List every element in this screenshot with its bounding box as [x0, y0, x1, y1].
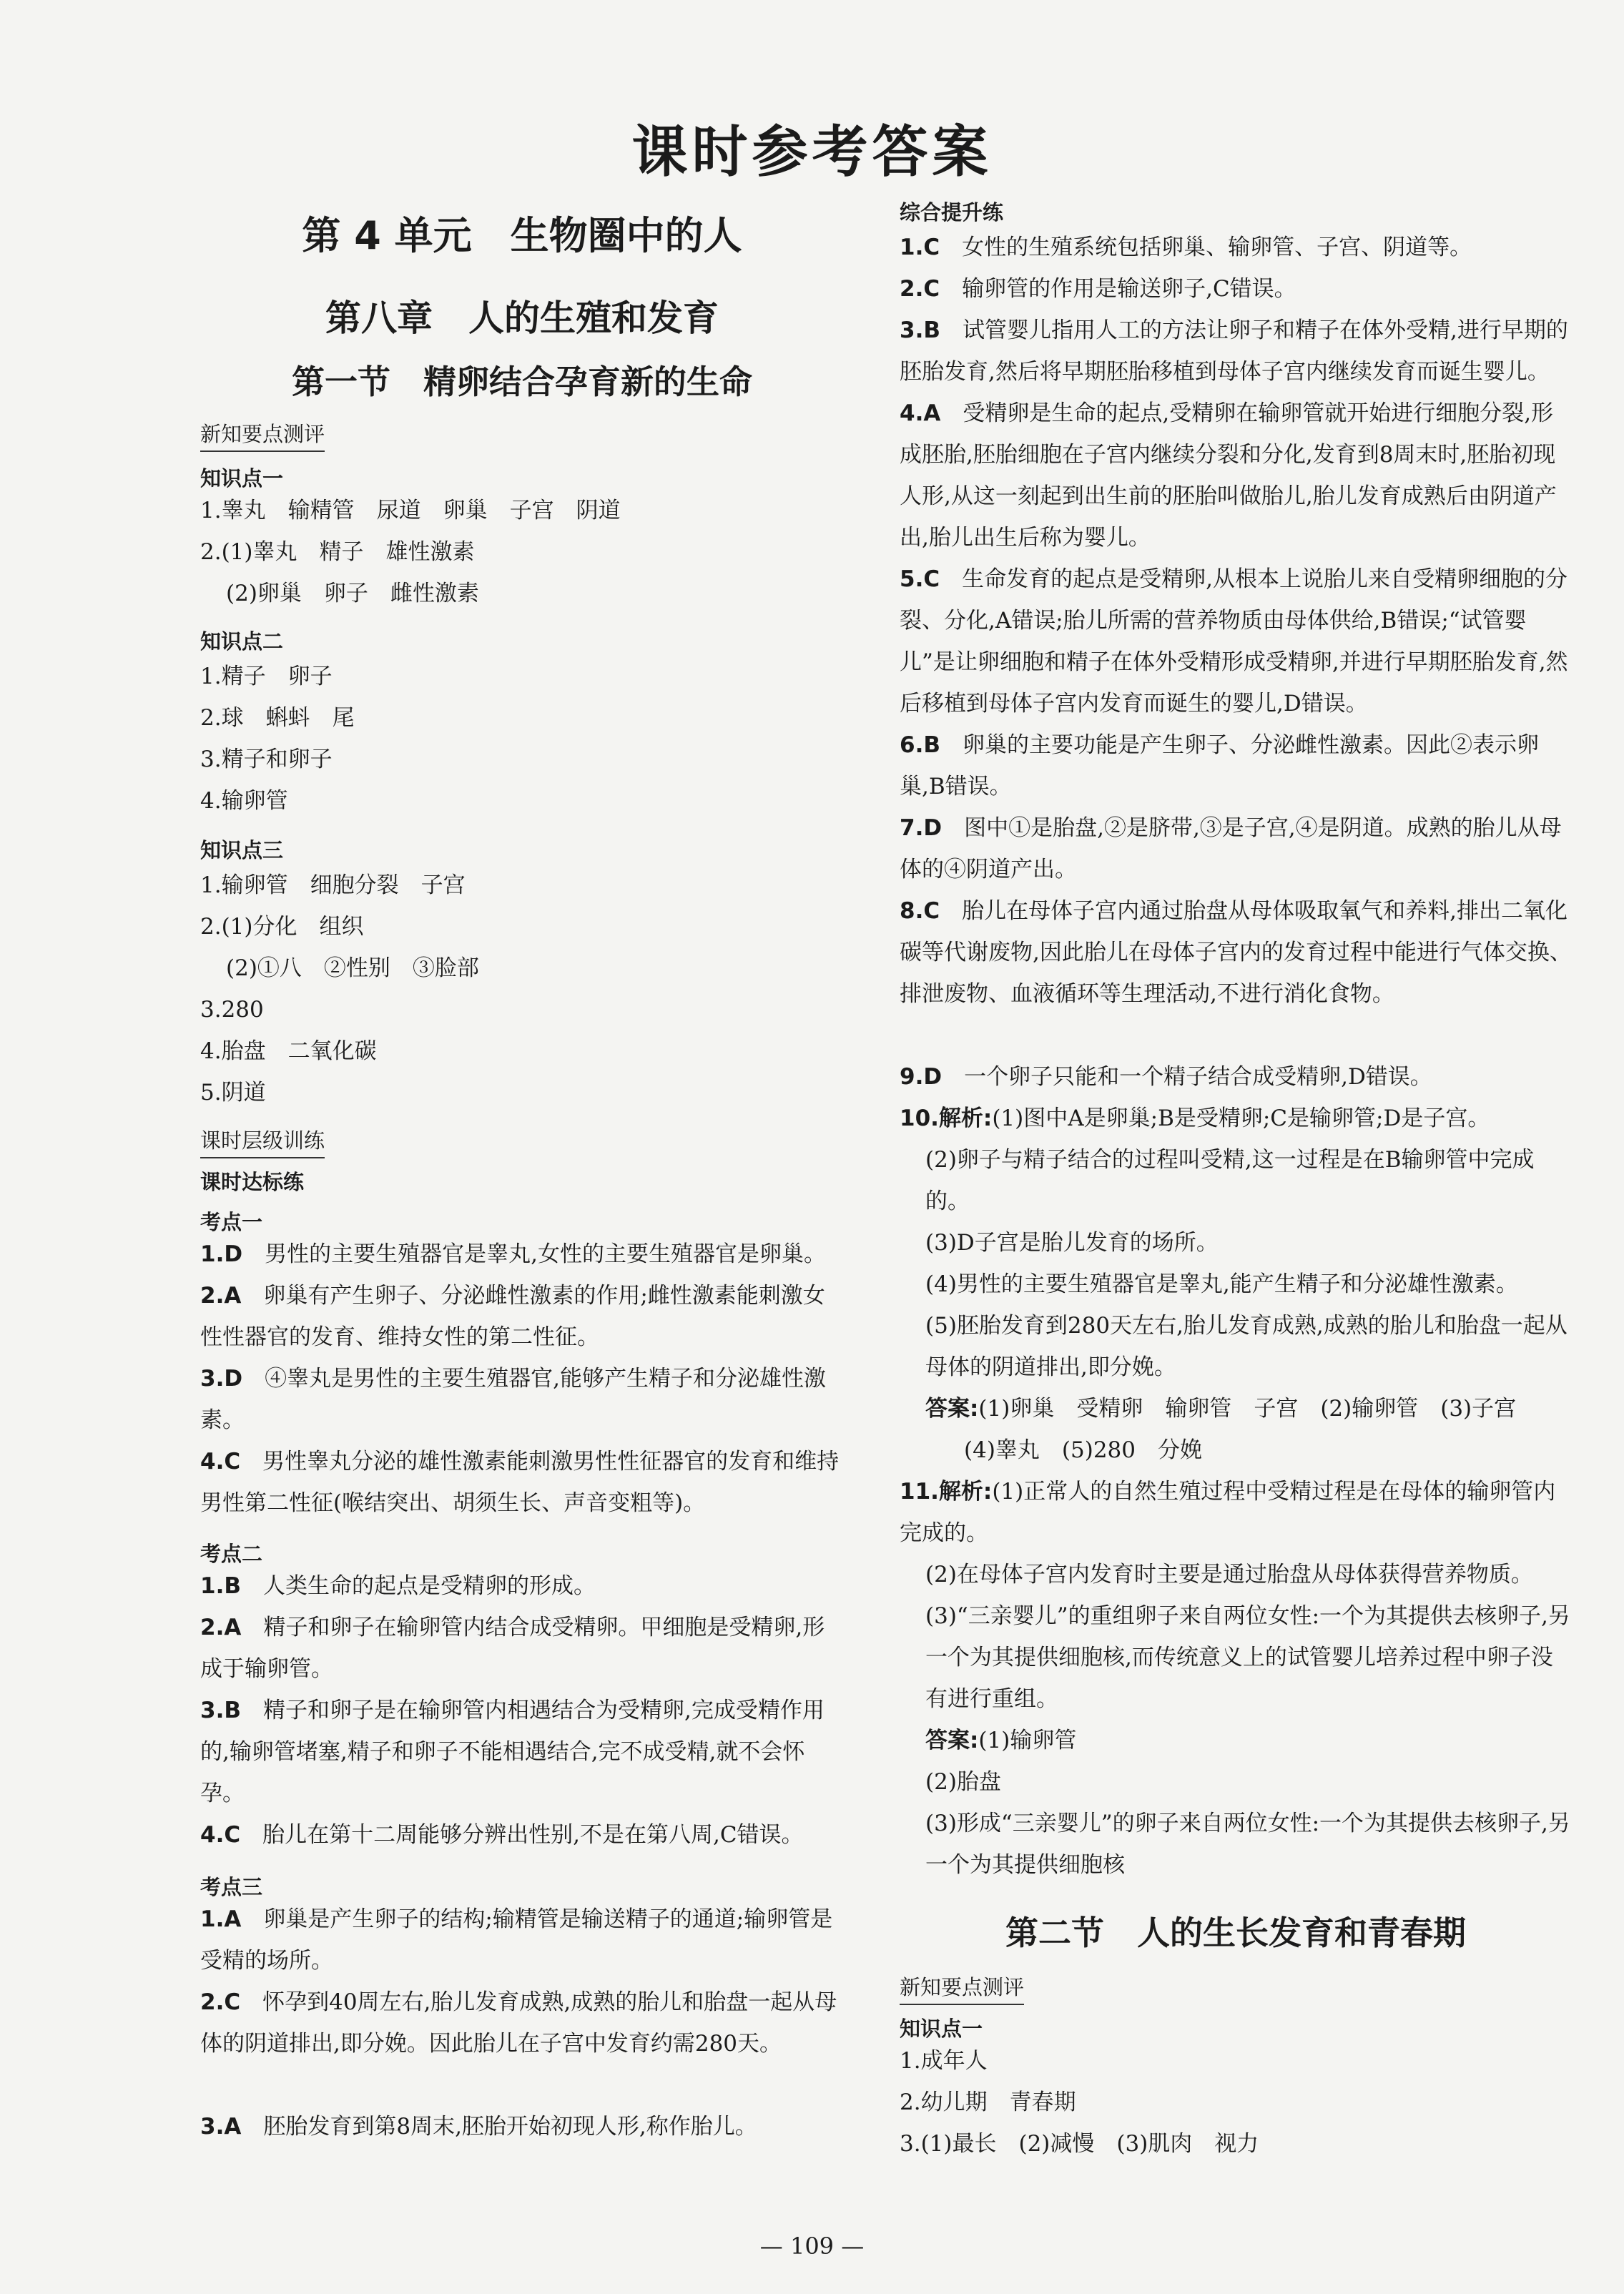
- question-answer: [200, 1814, 844, 1856]
- answer-line: (4)睾丸 (5)280 分娩: [964, 1437, 1202, 1463]
- subheading: 考点一: [200, 1210, 263, 1234]
- question-answer: [900, 890, 1572, 1015]
- answer-line: (2)①八 ②性别 ③脸部: [226, 955, 479, 981]
- answer-line: 2.幼儿期 青春期: [900, 2089, 1076, 2115]
- explanation-line: (2)在母体子宫内发育时主要是通过胎盘从母体获得营养物质。: [925, 1562, 1533, 1587]
- question-number: 4.C: [200, 1449, 241, 1475]
- explanation: 怀孕到40周左右,胎儿发育成熟,成熟的胎儿和胎盘一起从母体的阴道排出,即分娩。因此胎儿在子宫中发育约需280天。: [200, 1989, 837, 2057]
- question-number: 2.A: [200, 1615, 242, 1640]
- subheading: 知识点一: [900, 2017, 983, 2041]
- subheading: 考点二: [200, 1542, 263, 1566]
- explanation: 胚胎发育到第8周末,胚胎开始初现人形,称作胎儿。: [263, 2114, 757, 2140]
- answer-line: [900, 1388, 1572, 1429]
- explanation: 输卵管的作用是输送卵子,C错误。: [962, 276, 1296, 302]
- subheading: 综合提升练: [900, 200, 1004, 225]
- answer-line: 1.睾丸 输精管 尿道 卵巢 子宫 阴道: [200, 498, 621, 523]
- question-number: 3.B: [900, 317, 940, 343]
- question-number: 3.A: [200, 2114, 242, 2140]
- answer-text: (1)卵巢 受精卵 输卵管 子宫 (2)输卵管 (3)子宫: [978, 1396, 1517, 1422]
- question-answer: [900, 1098, 1572, 1139]
- question-number: 4.A: [900, 400, 941, 426]
- explanation: 一个卵子只能和一个精子结合成受精卵,D错误。: [964, 1064, 1432, 1090]
- explanation: 男性的主要生殖器官是睾丸,女性的主要生殖器官是卵巢。: [265, 1241, 826, 1267]
- question-answer: [900, 227, 1572, 268]
- answer-line: 1.精子 卵子: [200, 664, 333, 689]
- question-number: 11.解析:: [900, 1479, 993, 1505]
- question-answer: [200, 1358, 844, 1441]
- explanation: 女性的生殖系统包括卵巢、输卵管、子宫、阴道等。: [962, 235, 1472, 260]
- question-number: 2.A: [200, 1283, 242, 1309]
- answer-line: (2)胎盘: [925, 1769, 1001, 1795]
- section-heading: 第二节 人的生长发育和青春期: [1005, 1914, 1466, 1952]
- answer-line: 3.(1)最长 (2)减慢 (3)肌肉 视力: [900, 2131, 1259, 2157]
- explanation: 生命发育的起点是受精卵,从根本上说胎儿来自受精卵细胞的分裂、分化,A错误;胎儿所需的营养物质由母体供给,B错误;“试管婴儿”是让卵细胞和精子在体外受精形成受精卵,并进行早期胚胎发育,然后移植到母体子宫内发育而诞生的婴儿,D错误。: [900, 566, 1568, 717]
- question-answer: [900, 724, 1572, 807]
- explanation-line: (5)胚胎发育到280天左右,胎儿发育成熟,成熟的胎儿和胎盘一起从母体的阴道排出,即分娩。: [925, 1313, 1568, 1380]
- question-number: 10.解析:: [900, 1106, 993, 1131]
- category-label: 新知要点测评: [200, 418, 325, 452]
- explanation: 精子和卵子是在输卵管内相遇结合为受精卵,完成受精作用的,输卵管堵塞,精子和卵子不能相遇结合,完不成受精,就不会怀孕。: [200, 1698, 825, 1806]
- question-number: 7.D: [900, 815, 943, 841]
- question-answer: [200, 1607, 844, 1690]
- question-answer: [200, 1275, 844, 1358]
- question-number: 6.B: [900, 732, 940, 758]
- explanation-line: (2)卵子与精子结合的过程叫受精,这一过程是在B输卵管中完成的。: [925, 1147, 1535, 1214]
- question-number: 9.D: [900, 1064, 943, 1090]
- explanation: (1)正常人的自然生殖过程中受精过程是在母体的输卵管内完成的。: [900, 1479, 1556, 1546]
- subheading: 知识点一: [200, 466, 284, 491]
- answer-label: 答案:: [925, 1396, 979, 1422]
- explanation: (1)图中A是卵巢;B是受精卵;C是输卵管;D是子宫。: [992, 1106, 1490, 1131]
- explanation: 精子和卵子在输卵管内结合成受精卵。甲细胞是受精卵,形成于输卵管。: [200, 1615, 825, 1682]
- answer-line: 3.精子和卵子: [200, 747, 333, 772]
- question-number: 1.D: [200, 1241, 243, 1267]
- answer-line: 1.输卵管 细胞分裂 子宫: [200, 872, 466, 898]
- answer-line: 3.280: [200, 997, 264, 1023]
- section-heading: 第一节 精卵结合孕育新的生命: [292, 363, 752, 401]
- question-number: 8.C: [900, 898, 940, 924]
- unit-heading: 第 4 单元 生物圈中的人: [302, 213, 742, 258]
- explanation: ④睾丸是男性的主要生殖器官,能够产生精子和分泌雄性激素。: [200, 1366, 826, 1433]
- answer-line: 1.成年人: [900, 2048, 988, 2074]
- subheading: 课时达标练: [200, 1170, 305, 1194]
- question-answer: [900, 1056, 1572, 1098]
- answer-label: 答案:: [925, 1728, 979, 1753]
- question-answer: [200, 1565, 844, 1607]
- explanation-line: (3)D子宫是胎儿发育的场所。: [925, 1230, 1219, 1256]
- answer-line: 4.输卵管: [200, 788, 288, 814]
- explanation: 图中①是胎盘,②是脐带,③是子宫,④是阴道。成熟的胎儿从母体的④阴道产出。: [900, 815, 1562, 882]
- explanation: 卵巢是产生卵子的结构;输精管是输送精子的通道;输卵管是受精的场所。: [200, 1906, 833, 1974]
- chapter-heading: 第八章 人的生殖和发育: [325, 297, 719, 339]
- explanation-line: (4)男性的主要生殖器官是睾丸,能产生精子和分泌雄性激素。: [925, 1271, 1518, 1297]
- explanation: 男性睾丸分泌的雄性激素能刺激男性性征器官的发育和维持男性第二性征(喉结突出、胡须生长、声音变粗等)。: [200, 1449, 840, 1516]
- question-number: 4.C: [200, 1822, 241, 1848]
- explanation: 人类生命的起点是受精卵的形成。: [262, 1573, 596, 1599]
- question-answer: [900, 558, 1572, 724]
- question-number: 1.A: [200, 1906, 242, 1932]
- answer-line: 2.球 蝌蚪 尾: [200, 705, 355, 731]
- question-answer: [200, 1982, 844, 2064]
- question-number: 2.C: [200, 1989, 241, 2015]
- subheading: 考点三: [200, 1875, 263, 1899]
- subheading: 知识点二: [200, 629, 284, 654]
- question-answer: [900, 807, 1572, 890]
- answer-line: 2.(1)分化 组织: [200, 914, 364, 940]
- answer-line: 4.胎盘 二氧化碳: [200, 1038, 377, 1064]
- answer-text: (1)输卵管: [978, 1728, 1077, 1753]
- question-number: 1.B: [200, 1573, 241, 1599]
- explanation-line: (3)“三亲婴儿”的重组卵子来自两位女性:一个为其提供去核卵子,另一个为其提供细胞核,而传统意义上的试管婴儿培养过程中卵子没有进行重组。: [925, 1603, 1570, 1712]
- answer-line: (3)形成“三亲婴儿”的卵子来自两位女性:一个为其提供去核卵子,另一个为其提供细胞核: [925, 1811, 1570, 1878]
- explanation: 卵巢的主要功能是产生卵子、分泌雌性激素。因此②表示卵巢,B错误。: [900, 732, 1539, 799]
- answer-line: 5.阴道: [200, 1080, 266, 1106]
- explanation: 胎儿在母体子宫内通过胎盘从母体吸取氧气和养料,排出二氧化碳等代谢废物,因此胎儿在母体子宫内的发育过程中能进行气体交换、排泄废物、血液循环等生理活动,不进行消化食物。: [900, 898, 1572, 1007]
- subheading: 知识点三: [200, 838, 284, 862]
- answer-line: 2.(1)睾丸 精子 雄性激素: [200, 539, 475, 565]
- question-number: 5.C: [900, 566, 940, 592]
- question-answer: [900, 393, 1572, 558]
- explanation: 卵巢有产生卵子、分泌雌性激素的作用;雌性激素能刺激女性性器官的发育、维持女性的第二性征。: [200, 1283, 825, 1350]
- category-label: 新知要点测评: [900, 1971, 1024, 2005]
- question-number: 2.C: [900, 276, 940, 302]
- question-number: 3.B: [200, 1698, 241, 1723]
- question-answer: [900, 268, 1572, 310]
- question-answer: [200, 1690, 844, 1814]
- question-answer: [900, 310, 1572, 393]
- page-title: 课时参考答案: [631, 120, 993, 184]
- explanation: 受精卵是生命的起点,受精卵在输卵管就开始进行细胞分裂,形成胚胎,胚胎细胞在子宫内继续分裂和分化,发育到8周末时,胚胎初现人形,从这一刻起到出生前的胚胎叫做胎儿,胎儿发育成熟后由阴道产出,胎儿出生后称为婴儿。: [900, 400, 1557, 551]
- answer-line: (2)卵巢 卵子 雌性激素: [226, 581, 479, 606]
- question-number: 3.D: [200, 1366, 243, 1392]
- question-number: 1.C: [900, 235, 940, 260]
- page-number: — 109 —: [759, 2233, 865, 2260]
- question-answer: [200, 1234, 844, 1275]
- question-answer: [200, 2106, 844, 2147]
- explanation: 试管婴儿指用人工的方法让卵子和精子在体外受精,进行早期的胚胎发育,然后将早期胚胎移植到母体子宫内继续发育而诞生婴儿。: [900, 317, 1568, 385]
- question-answer: [200, 1899, 844, 1982]
- question-answer: [900, 1471, 1572, 1554]
- answer-line: [900, 1720, 1572, 1761]
- category-label: 课时层级训练: [200, 1125, 325, 1158]
- question-answer: [200, 1441, 844, 1524]
- explanation: 胎儿在第十二周能够分辨出性别,不是在第八周,C错误。: [262, 1822, 804, 1848]
